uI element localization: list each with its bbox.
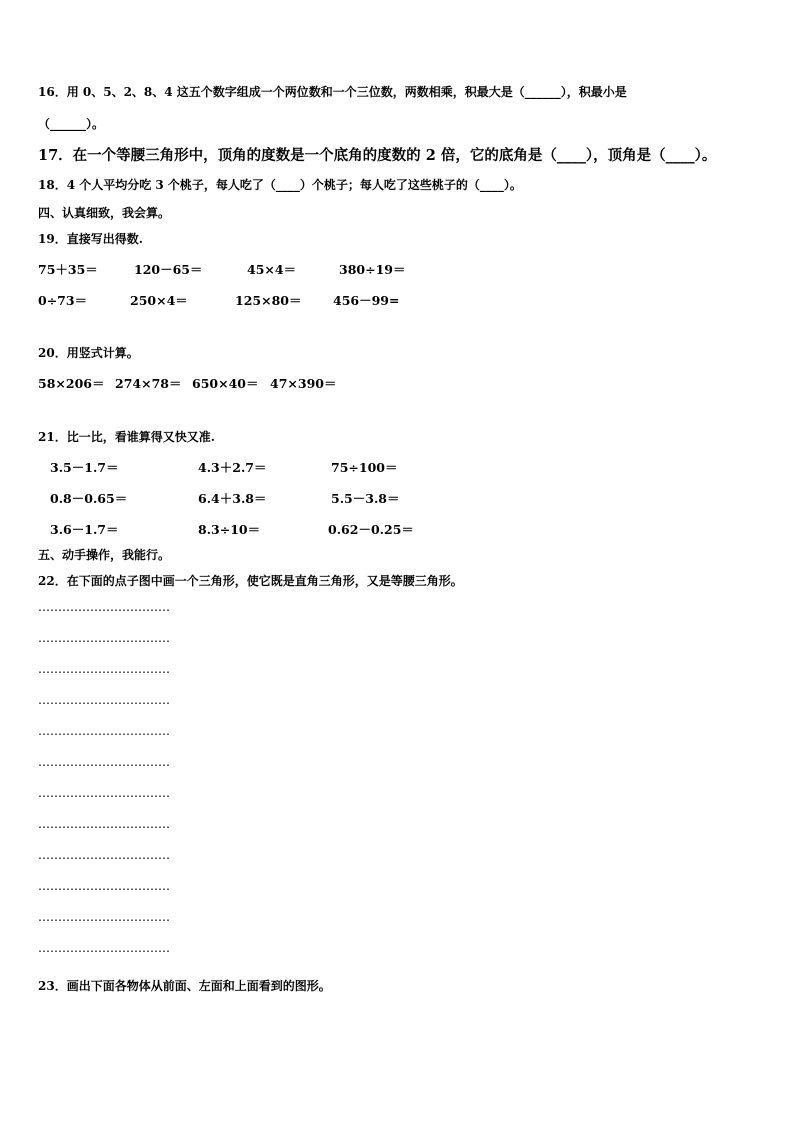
- dot-row: ……………………………: [38, 879, 170, 893]
- q20-item-2: 274×78＝: [115, 376, 182, 391]
- dot-row: ……………………………: [38, 600, 170, 614]
- q22-title: 22．在下面的点子图中画一个三角形，使它既是直角三角形，又是等腰三角形。: [38, 574, 463, 588]
- q19-r2-c1: 0÷73＝: [38, 293, 88, 308]
- q19-r1-c3: 45×4＝: [247, 262, 297, 277]
- q21-r3-c3: 0.62－0.25＝: [328, 522, 414, 537]
- dot-row: ……………………………: [38, 724, 170, 738]
- q19-r2-c2: 250×4＝: [130, 293, 188, 308]
- q17-text: 17．在一个等腰三角形中，顶角的度数是一个底角的度数的 2 倍，它的底角是（____），顶角是（____）。: [38, 147, 717, 164]
- q19-r2-c4: 456－99=: [333, 293, 400, 308]
- q20-item-3: 650×40＝: [192, 376, 259, 391]
- dot-row: ……………………………: [38, 662, 170, 676]
- q21-r1-c2: 4.3＋2.7＝: [198, 460, 267, 475]
- dot-row: ……………………………: [38, 631, 170, 645]
- dot-row: ……………………………: [38, 755, 170, 769]
- dot-row: ……………………………: [38, 786, 170, 800]
- q21-r3-c1: 3.6－1.7＝: [50, 522, 119, 537]
- q20-item-4: 47×390＝: [270, 376, 337, 391]
- q19-title: 19．直接写出得数.: [38, 232, 143, 246]
- q21-r2-c1: 0.8－0.65＝: [50, 491, 128, 506]
- q20-item-1: 58×206＝: [38, 376, 105, 391]
- dot-row: ……………………………: [38, 693, 170, 707]
- q19-r1-c4: 380÷19＝: [339, 262, 406, 277]
- q16-line1: 16．用 0、5、2、8、4 这五个数字组成一个两位数和一个三位数，两数相乘，积最大是（______），积最小是: [38, 85, 627, 99]
- dot-row: ……………………………: [38, 941, 170, 955]
- dot-row: ……………………………: [38, 848, 170, 862]
- q16-line2: （______）。: [38, 117, 105, 131]
- dot-row: ……………………………: [38, 817, 170, 831]
- dot-row: ……………………………: [38, 910, 170, 924]
- q21-r2-c2: 6.4＋3.8＝: [198, 491, 267, 506]
- q21-r1-c3: 75÷100＝: [331, 460, 398, 475]
- q21-r1-c1: 3.5－1.7＝: [50, 460, 119, 475]
- q19-r2-c3: 125×80＝: [235, 293, 302, 308]
- q23-title: 23．画出下面各物体从前面、左面和上面看到的图形。: [38, 979, 331, 993]
- q18-text: 18．4 个人平均分吃 3 个桃子，每人吃了（____）个桃子；每人吃了这些桃子的（____）。: [38, 178, 522, 192]
- q21-r3-c2: 8.3÷10＝: [198, 522, 261, 537]
- q19-r1-c1: 75＋35＝: [38, 262, 98, 277]
- q20-title: 20．用竖式计算。: [38, 346, 139, 360]
- q21-r2-c3: 5.5－3.8＝: [331, 491, 400, 506]
- section-5-title: 五、动手操作，我能行。: [38, 548, 171, 562]
- q21-title: 21．比一比，看谁算得又快又准.: [38, 430, 215, 444]
- q19-r1-c2: 120－65＝: [134, 262, 203, 277]
- section-4-title: 四、认真细致，我会算。: [38, 206, 171, 220]
